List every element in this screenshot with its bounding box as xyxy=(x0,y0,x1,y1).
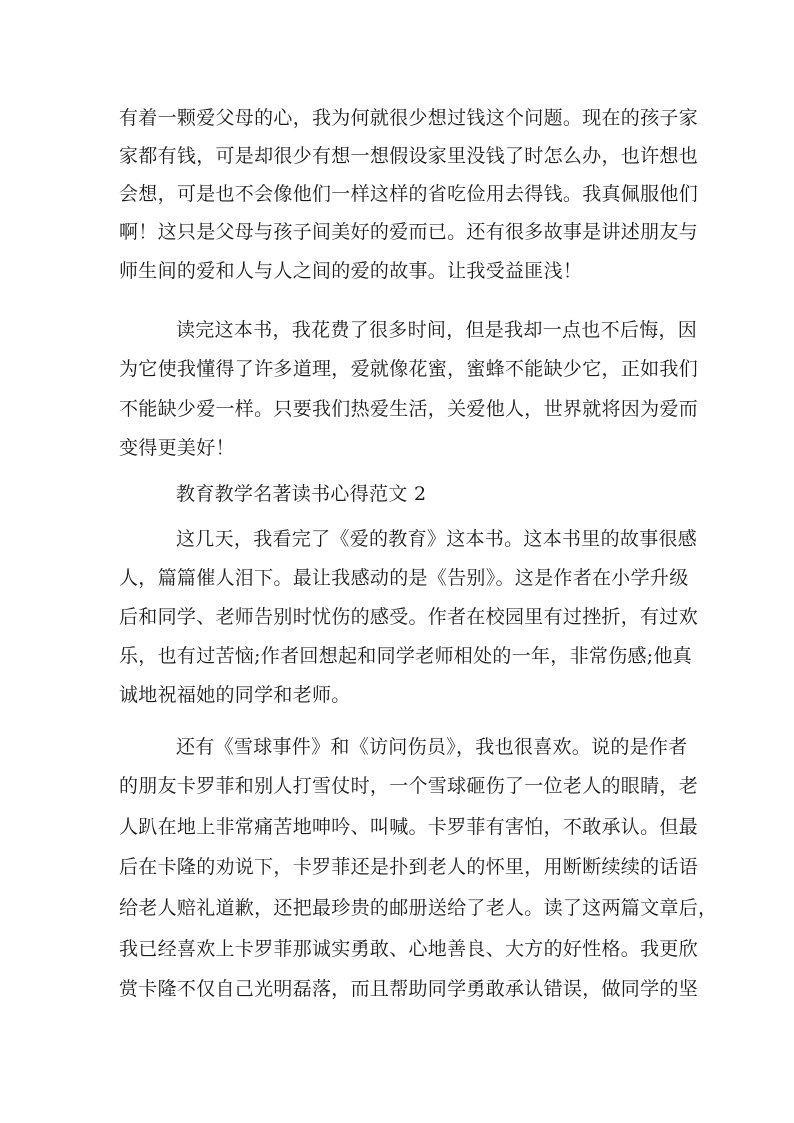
text-line: 后和同学、老师告别时忧伤的感受。作者在校园里有过挫折，有过欢 xyxy=(119,606,699,628)
text-line: 读完这本书，我花费了很多时间，但是我却一点也不后悔，因 xyxy=(176,319,698,341)
text-line: 师生间的爱和人与人之间的爱的故事。让我受益匪浅！ xyxy=(119,260,583,282)
text-line: 给老人赔礼道歉，还把最珍贵的邮册送给了老人。读了这两篇文章后， xyxy=(119,897,718,919)
text-line: 我已经喜欢上卡罗菲那诚实勇敢、心地善良、大方的好性格。我更欣 xyxy=(119,938,699,960)
text-line: 乐，也有过苦恼;作者回想起和同学老师相处的一年，非常伤感;他真 xyxy=(119,645,693,667)
text-line: 人趴在地上非常痛苦地呻吟、叫喊。卡罗菲有害怕，不敢承认。但最 xyxy=(119,816,699,838)
text-line: 不能缺少爱一样。只要我们热爱生活，关爱他人，世界就将因为爱而 xyxy=(119,398,699,420)
section-heading: 教育教学名著读书心得范文 2 xyxy=(176,483,427,505)
text-line: 后在卡隆的劝说下，卡罗菲还是扑到老人的怀里，用断断续续的话语 xyxy=(119,856,699,878)
text-line: 诚地祝福她的同学和老师。 xyxy=(119,684,351,706)
text-line: 变得更美好！ xyxy=(119,437,235,459)
text-line: 家都有钱，可是却很少有想一想假设家里没钱了时怎么办，也许想也 xyxy=(119,145,699,167)
text-line: 人，篇篇催人泪下。最让我感动的是《告别》。这是作者在小学升级 xyxy=(119,567,689,589)
text-line: 有着一颗爱父母的心，我为何就很少想过钱这个问题。现在的孩子家 xyxy=(119,107,699,129)
text-line: 的朋友卡罗菲和别人打雪仗时，一个雪球砸伤了一位老人的眼睛，老 xyxy=(119,775,699,797)
text-line: 这几天，我看完了《爱的教育》这本书。这本书里的故事很感 xyxy=(176,528,698,550)
text-line: 还有《雪球事件》和《访问伤员》，我也很喜欢。说的是作者 xyxy=(176,736,688,758)
text-line: 为它使我懂得了许多道理，爱就像花蜜，蜜蜂不能缺少它，正如我们 xyxy=(119,358,699,380)
text-line: 会想，可是也不会像他们一样这样的省吃俭用去得钱。我真佩服他们 xyxy=(119,183,699,205)
text-line: 赏卡隆不仅自己光明磊落，而且帮助同学勇敢承认错误，做同学的坚 xyxy=(119,978,699,1000)
text-line: 啊！这只是父母与孩子间美好的爱而已。还有很多故事是讲述朋友与 xyxy=(119,221,699,243)
